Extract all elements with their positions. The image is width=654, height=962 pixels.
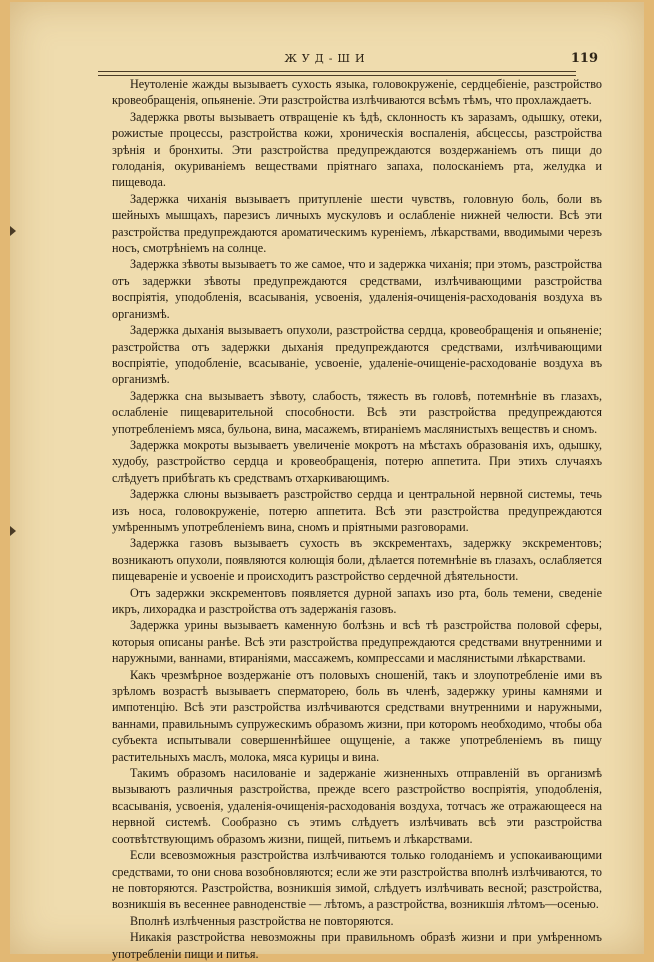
paragraph: Какъ чрезмѣрное воздержаніе отъ половыхъ сношеній, такъ и злоупотребленіе ими въ зрѣломъ возрастѣ вызываетъ сперматорею, боль въ членѣ, задержку урины камнями и импотенцію. Всѣ эти разстройства излѣчиваются средствами внутренними и наружными, ваннами, правильнымъ супружескимъ образомъ жизни, при которомъ необходимо, чтобы оба субъекта испытывали совершеннѣйшее ощущеніе, а также употребленіемъ въ пищу растительныхъ маслъ, молока, мяса курицы и вина. (112, 667, 602, 764)
edge-mark (10, 526, 16, 536)
body-text (112, 76, 602, 962)
paragraph: Задержка зѣвоты вызываетъ то же самое, что и задержка чиханія; при этомъ, разстройства отъ задержки зѣвоты предупреждаются средствами, излѣчивающими разстройства воспріятія, уподобленія, всасыванія, усвоенія, удаленія-очищенія-расходованія воздуха въ организмѣ. (112, 257, 602, 321)
paragraph: Задержка урины вызываетъ каменную болѣзнь и всѣ тѣ разстройства половой сферы, которыя описаны ранѣе. Всѣ эти разстройства предупреждаются средствами внутренними и наружными, ваннами, втираніями, массажемъ, компрессами и маслянистыми лѣкарствами. (112, 618, 602, 666)
paragraph: Отъ задержки экскрементовъ появляется дурной запахъ изо рта, боль темени, сведеніе икръ, лихорадка и разстройства отъ задержанія газовъ. (112, 585, 602, 616)
paragraph: Задержка сна вызываетъ зѣвоту, слабость, тяжесть въ головѣ, потемнѣніе въ глазахъ, ослабленіе пищеварительной способности. Всѣ эти разстройства предупреждаются употребленіемъ мяса, бульона, вина, масажемъ, втираніемъ маслянистыхъ веществъ и сномъ. (112, 388, 602, 436)
page-number: 119 (570, 51, 598, 66)
edge-mark (10, 226, 16, 236)
paragraph: Задержка мокроты вызываетъ увеличеніе мокротъ на мѣстахъ образованія ихъ, одышку, худобу, разстройство сердца и кровеобращенія, потерю аппетита. При этихъ случаяхъ слѣдуетъ прибѣгать къ средствамъ отхаркивающимъ. (112, 437, 602, 485)
paragraph: Такимъ образомъ насилованіе и задержаніе жизненныхъ отправленій въ организмѣ вызываютъ различныя разстройства, прежде всего разстройство воспріятія, уподобленія, всасыванія, усвоенія, удаленія-очищенія-расходованія воздуха, тотчасъ же отражающееся на нервной системѣ. Сообразно съ этимъ слѣдуетъ излѣчивать всѣ эти разстройства соотвѣтствующимъ образомъ жизни, пищей, питьемъ и лѣкарствами. (112, 766, 602, 846)
paragraph: Вполнѣ излѣченныя разстройства не повторяются. (130, 913, 394, 928)
paragraph: Задержка газовъ вызываетъ сухость въ экскрементахъ, задержку экскрементовъ; возникаютъ опухоли, появляются колющія боли, дѣлается потемнѣніе въ глазахъ, ослабляется пищевареніе и усвоеніе и происходитъ разстройство сердечной дѣятельности. (112, 536, 602, 584)
running-title: ЖУД-ШИ (284, 52, 370, 65)
paragraph: Если всевозможныя разстройства излѣчиваются только голоданіемъ и успокаивающими средствами, то они снова возобновляются; если же эти разстройства вполнѣ излѣчиваются, то не повторяются. Разстройства, возникшія зимой, слѣдуетъ излѣчивать весной; разстройства, возникшія въ весеннее равноденствіе — лѣтомъ, а разстройства, возникшія лѣтомъ—осенью. (112, 848, 602, 912)
paragraph: Задержка дыханія вызываетъ опухоли, разстройства сердца, кровеобращенія и опьяненіе; разстройства отъ задержки дыханія предупреждаются средствами, излѣчивающими воспріятіе, уподобленіе, всасываніе, усвоеніе, удаленіе-очищеніе-расходованіе воздуха въ организмѣ. (112, 323, 602, 387)
paragraph: Задержка слюны вызываетъ разстройство сердца и центральной нервной системы, течь изъ носа, головокруженіе, потерю аппетита. Всѣ эти разстройства предупреждаются умѣреннымъ употребленіемъ вина, сномъ и пріятными разговорами. (112, 487, 602, 534)
running-head (10, 52, 644, 74)
book-page (10, 2, 644, 961)
paragraph: Неутоленіе жажды вызываетъ сухость языка, головокруженіе, сердцебіеніе, разстройство кровеобращенія, опьяненіе. Эти разстройства излѣчиваются всѣмъ тѣмъ, что прохлаждаетъ. (112, 77, 602, 108)
paragraph: Никакія разстройства невозможны при правильномъ образѣ жизни и при умѣренномъ употребленіи пищи и питья. (112, 930, 602, 961)
paragraph: Задержка чиханія вызываетъ притупленіе шести чувствъ, головную боль, боли въ шейныхъ мышцахъ, парезисъ личныхъ мускуловъ и ослабленіе нижней челюсти. Всѣ эти разстройства предупреждаются ароматическимъ куреніемъ, лѣкарствами, вводимыми черезъ носъ, смотрѣніемъ на солнце. (112, 191, 602, 256)
paragraph: Задержка рвоты вызываетъ отвращеніе къ ѣдѣ, склонность къ заразамъ, одышку, отеки, рожистые процессы, разстройства кожи, хроническія воспаленія, абсцессы, разстройства зрѣнія и бронхиты. Эти разстройства предупреждаются воздержаніемъ отъ пищи до голоданія, окуриваніемъ веществами пріятнаго запаха, полосканіемъ рта, желудка и пищевода. (112, 109, 602, 190)
